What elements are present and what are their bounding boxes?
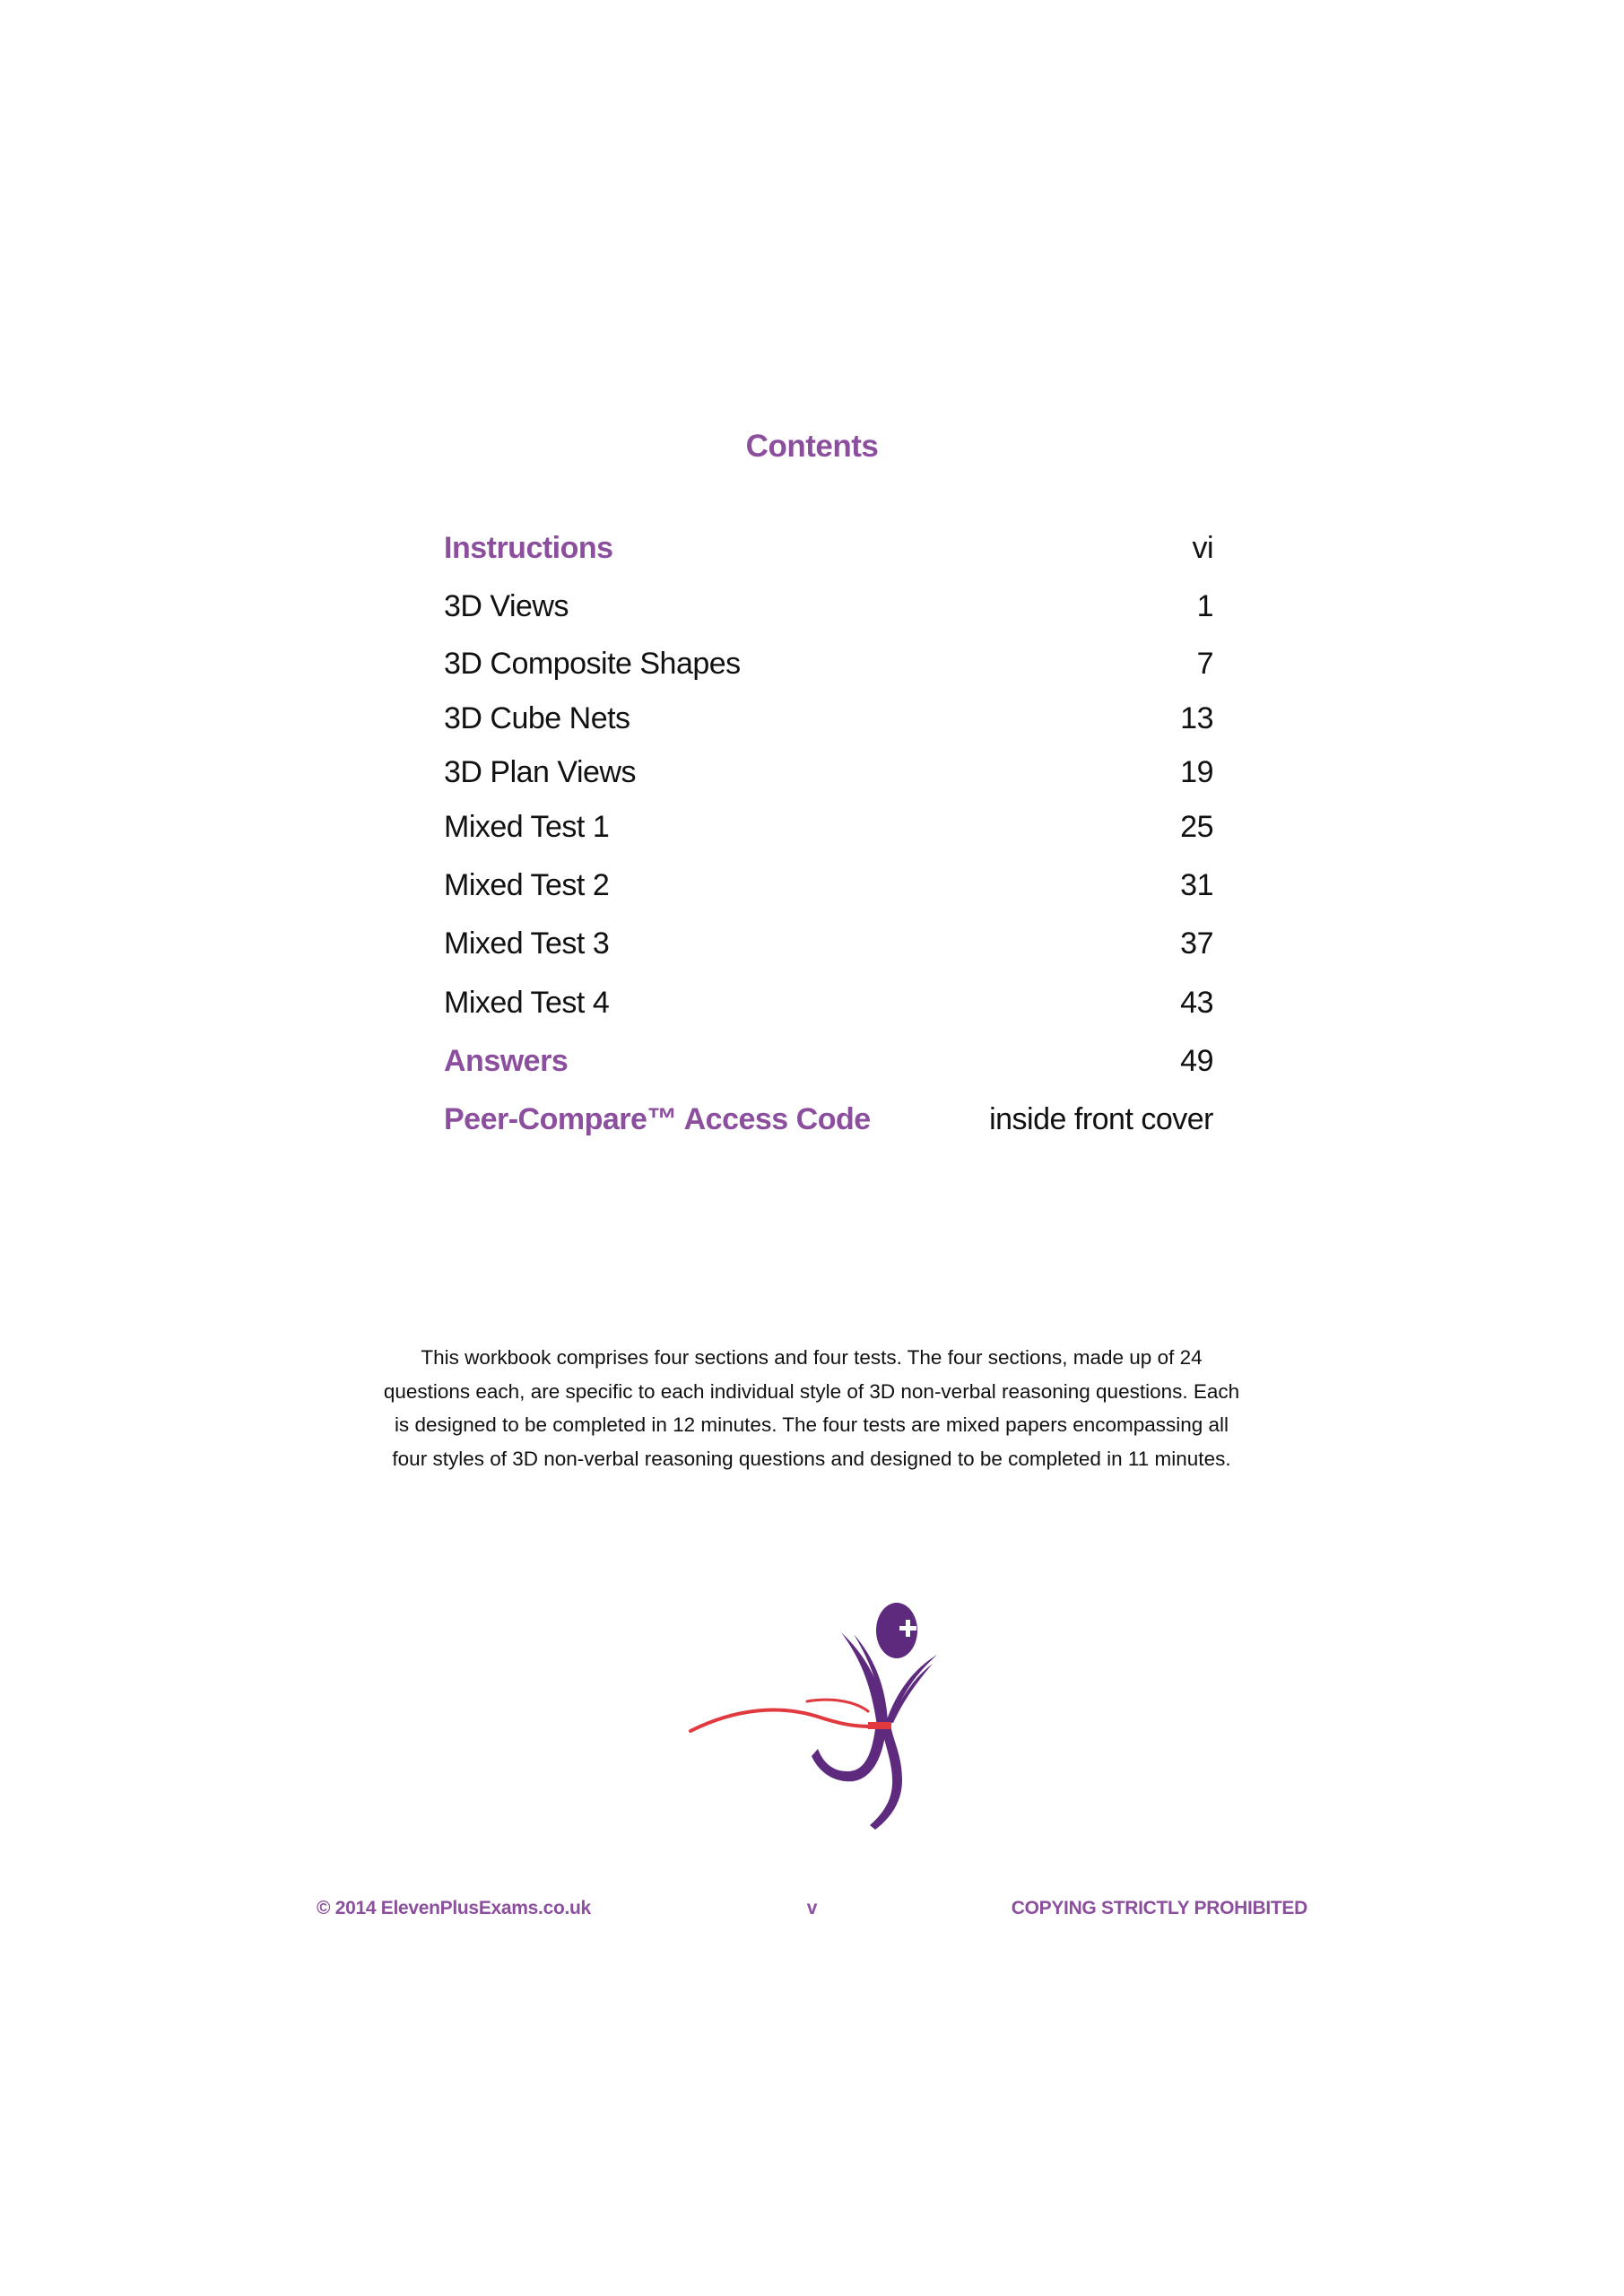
toc-page: 13 xyxy=(1180,700,1213,735)
toc-entry[interactable] xyxy=(444,980,1213,1025)
toc-entry[interactable] xyxy=(444,584,1213,629)
toc-entry-instructions[interactable] xyxy=(444,526,1213,570)
toc-label: Instructions xyxy=(444,530,613,565)
toc-label: 3D Plan Views xyxy=(444,754,636,789)
footer-page-number: v xyxy=(806,1898,818,1918)
toc-entry-answers[interactable] xyxy=(444,1039,1213,1083)
toc-page: 49 xyxy=(1180,1043,1213,1078)
footer-copy-notice: COPYING STRICTLY PROHIBITED xyxy=(1011,1898,1307,1918)
toc-label: Answers xyxy=(444,1043,569,1078)
toc-page: vi xyxy=(1192,530,1213,565)
toc-label: 3D Views xyxy=(444,588,569,623)
toc-entry[interactable] xyxy=(444,863,1213,908)
toc-label: Mixed Test 4 xyxy=(444,985,610,1020)
toc-entry[interactable] xyxy=(444,921,1213,966)
toc-page: 43 xyxy=(1180,985,1213,1020)
toc-entry[interactable] xyxy=(444,696,1213,741)
toc-label: 3D Cube Nets xyxy=(444,700,630,735)
toc-page: 25 xyxy=(1180,809,1213,844)
toc-label: Mixed Test 2 xyxy=(444,867,610,902)
toc-page: inside front cover xyxy=(989,1101,1213,1136)
toc-page: 1 xyxy=(1196,588,1213,623)
toc-page: 37 xyxy=(1180,926,1213,961)
workbook-description: This workbook comprises four sections and four tests. The four sections, made up of 24 questions each, are specific to each individual style of 3D non-verbal reasoning questions. Each is designed to be completed in 12 minutes. The four tests are mixed papers encompassing all four styles of 3D non-verbal reasoning questions and designed to be completed in 11 minutes. xyxy=(383,1346,1240,1470)
toc-page: 19 xyxy=(1180,754,1213,789)
toc-entry[interactable] xyxy=(444,641,1213,686)
toc-page: 7 xyxy=(1196,646,1213,681)
toc-entry[interactable] xyxy=(444,750,1213,795)
footer-copyright: © 2014 ElevenPlusExams.co.uk xyxy=(317,1898,591,1918)
toc-label: Mixed Test 3 xyxy=(444,926,610,961)
toc-label: Peer-Compare™ Access Code xyxy=(444,1101,871,1136)
page-title: Contents xyxy=(745,429,879,464)
toc-label: 3D Composite Shapes xyxy=(444,646,741,681)
toc-label: Mixed Test 1 xyxy=(444,809,610,844)
logo-runner-icon xyxy=(664,1578,968,1848)
toc-entry[interactable] xyxy=(444,804,1213,849)
toc-page: 31 xyxy=(1180,867,1213,902)
toc-entry-access-code[interactable] xyxy=(444,1097,1213,1142)
